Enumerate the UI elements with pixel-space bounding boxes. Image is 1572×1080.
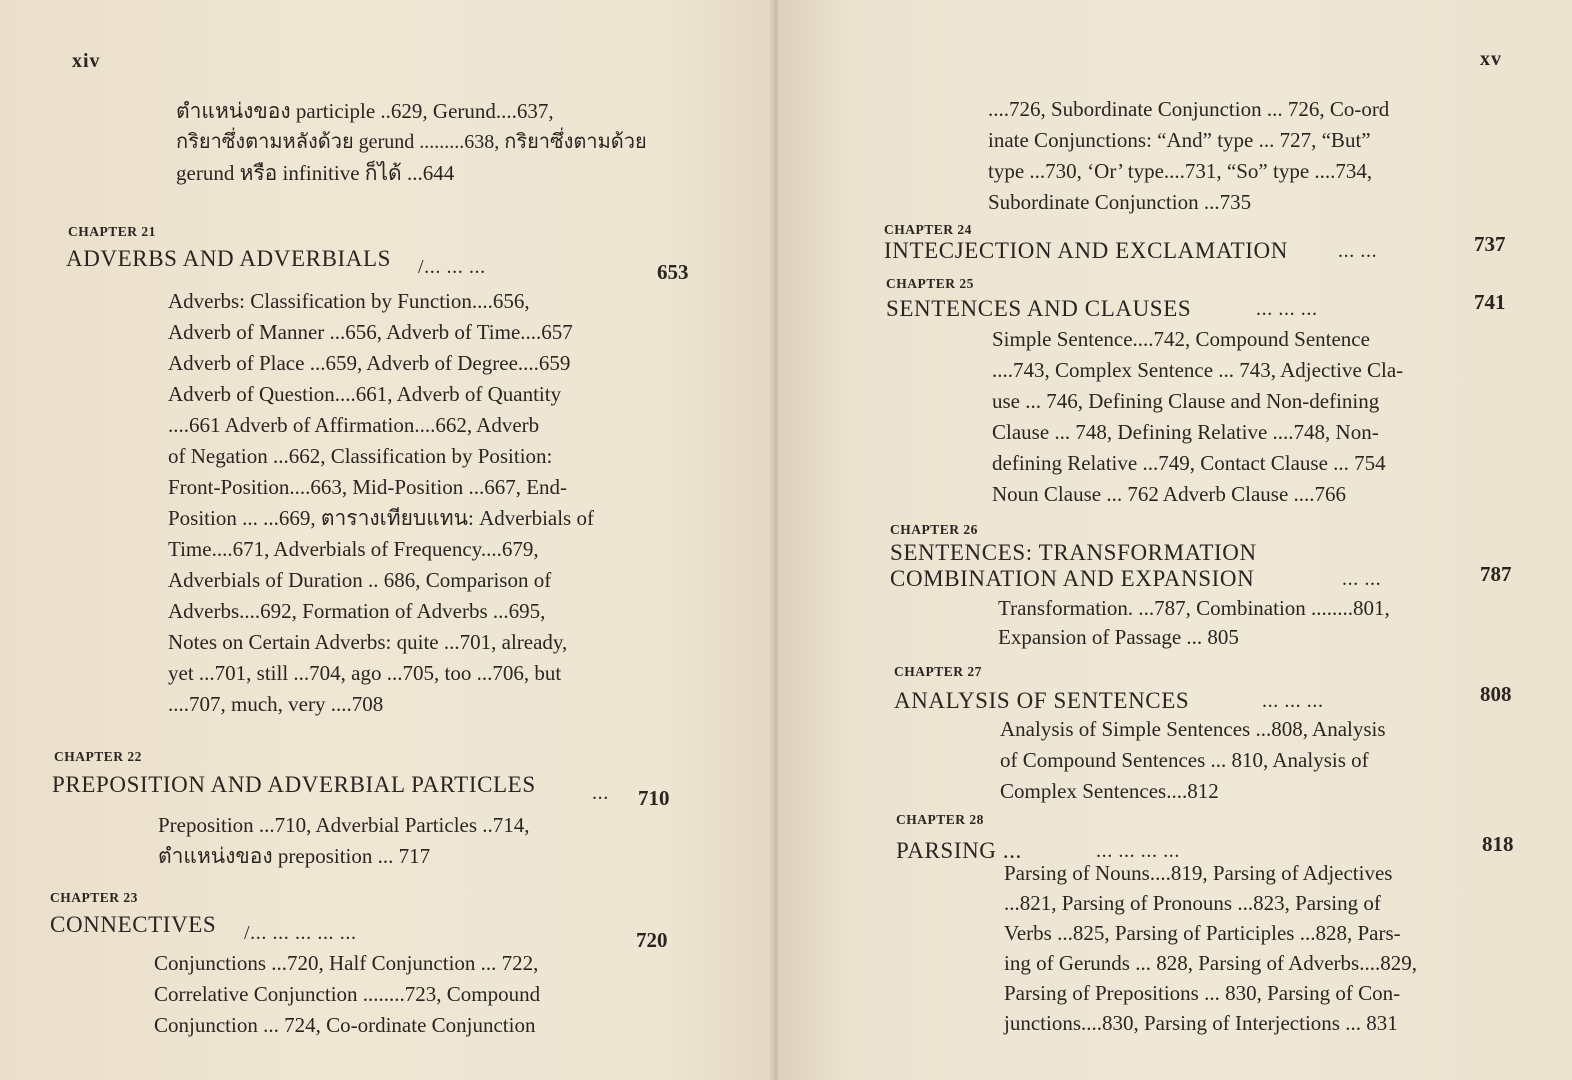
text-line: Front-Position....663, Mid-Position ...667, End- <box>168 475 568 499</box>
chapter-page-number: 808 <box>1480 682 1512 706</box>
chapter-contents <box>154 948 620 1041</box>
text-line: Notes on Certain Adverbs: quite ...701, already, <box>168 630 568 654</box>
text-line: Conjunctions ...720, Half Conjunction ... 722, <box>154 951 539 975</box>
chapter-page-number: 818 <box>1482 832 1514 856</box>
leader-dots: ... ... ... <box>1262 690 1324 712</box>
text-line: Analysis of Simple Sentences ...808, Analysis <box>1000 717 1386 741</box>
text-line: Conjunction ... 724, Co-ordinate Conjunction <box>154 1013 536 1037</box>
chapter-contents <box>1000 714 1468 807</box>
page-number-right: xv <box>1480 48 1502 70</box>
text-line: inate Conjunctions: “And” type ... 727, “But” <box>988 128 1371 152</box>
text-line: Adverbs: Classification by Function....656, <box>168 289 530 313</box>
text-line: กริยาซึ่งตามหลังด้วย gerund .........638, กริยาซึ่งตามด้วย <box>176 131 647 153</box>
chapter-title: PREPOSITION AND ADVERBIAL PARTICLES <box>52 772 536 797</box>
text-line: yet ...701, still ...704, ago ...705, too ...706, but <box>168 661 562 685</box>
chapter-label: CHAPTER 25 <box>886 276 974 291</box>
text-line: ตำแหน่งของ preposition ... 717 <box>158 844 431 868</box>
text-line: ....726, Subordinate Conjunction ... 726, Co-ord <box>988 97 1390 121</box>
leader-dots: ... ... ... ... <box>1096 840 1180 862</box>
chapter-label: CHAPTER 22 <box>54 749 142 764</box>
chapter-label: CHAPTER 27 <box>894 664 982 679</box>
text-line: Adverbials of Duration .. 686, Comparison of <box>168 568 552 592</box>
chapter-contents <box>992 324 1462 510</box>
text-line: Complex Sentences....812 <box>1000 779 1219 803</box>
text-line: ....743, Complex Sentence ... 743, Adjective Cla- <box>992 358 1404 382</box>
text-line: Position ... ...669, ตารางเทียบแทน: Adverbials of <box>168 506 594 530</box>
text-line: Correlative Conjunction ........723, Compound <box>154 982 541 1006</box>
chapter-title: SENTENCES: TRANSFORMATION <box>890 540 1257 565</box>
text-line: Adverb of Manner ...656, Adverb of Time....657 <box>168 320 573 344</box>
text-line: ...821, Parsing of Pronouns ...823, Parsing of <box>1004 891 1381 915</box>
leader-dots: ... ... ... <box>1256 298 1318 320</box>
chapter-page-number: 787 <box>1480 562 1512 586</box>
chapter-page-number: 710 <box>638 786 670 810</box>
text-line: defining Relative ...749, Contact Clause ... 754 <box>992 451 1386 475</box>
text-line: of Compound Sentences ... 810, Analysis of <box>1000 748 1369 772</box>
chapter-title-line2: COMBINATION AND EXPANSION <box>890 566 1255 591</box>
right-page <box>778 0 1572 1080</box>
text-line: Verbs ...825, Parsing of Participles ...828, Pars- <box>1004 921 1401 945</box>
leader-dots: ... <box>592 782 609 804</box>
chapter-page-number: 741 <box>1474 290 1506 314</box>
chapter-label: CHAPTER 26 <box>890 522 978 537</box>
chapter-label: CHAPTER 21 <box>68 224 156 239</box>
chapter-label: CHAPTER 28 <box>896 812 984 827</box>
text-line: Noun Clause ... 762 Adverb Clause ....766 <box>992 482 1347 506</box>
left-intro-text <box>176 96 648 189</box>
leader-dots: /... ... ... ... ... <box>244 922 357 944</box>
left-page <box>0 0 776 1080</box>
chapter-contents <box>1004 858 1472 1038</box>
right-intro-text <box>988 94 1458 218</box>
text-line: of Negation ...662, Classification by Position: <box>168 444 553 468</box>
text-line: ....707, much, very ....708 <box>168 692 384 716</box>
chapter-title: ANALYSIS OF SENTENCES <box>894 688 1190 713</box>
text-line: Time....671, Adverbials of Frequency....679, <box>168 537 539 561</box>
text-line: ing of Gerunds ... 828, Parsing of Adverbs....829, <box>1004 951 1417 975</box>
text-line: junctions....830, Parsing of Interjections ... 831 <box>1004 1011 1398 1035</box>
text-line: Clause ... 748, Defining Relative ....748, Non- <box>992 420 1379 444</box>
chapter-label: CHAPTER 24 <box>884 222 972 237</box>
chapter-contents <box>168 286 638 720</box>
text-line: Preposition ...710, Adverbial Particles ..714, <box>158 813 530 837</box>
text-line: Transformation. ...787, Combination ........801, <box>998 596 1390 620</box>
chapter-title: CONNECTIVES <box>50 912 217 937</box>
leader-dots: ... ... <box>1342 568 1382 590</box>
chapter-title: INTECJECTION AND EXCLAMATION <box>884 238 1288 263</box>
text-line: ....661 Adverb of Affirmation....662, Adverb <box>168 413 540 437</box>
text-line: Parsing of Nouns....819, Parsing of Adjectives <box>1004 861 1393 885</box>
chapter-title: ADVERBS AND ADVERBIALS <box>66 246 392 271</box>
chapter-title: SENTENCES AND CLAUSES <box>886 296 1192 321</box>
chapter-page-number: 737 <box>1474 232 1506 256</box>
text-line: ตำแหน่งของ participle ..629, Gerund....637, <box>176 99 554 123</box>
text-line: Adverb of Place ...659, Adverb of Degree....659 <box>168 351 571 375</box>
leader-dots: ... ... <box>1338 240 1378 262</box>
text-line: use ... 746, Defining Clause and Non-defining <box>992 389 1380 413</box>
chapter-contents <box>998 594 1466 652</box>
text-line: type ...730, ‘Or’ type....731, “So” type ....734, <box>988 159 1373 183</box>
chapter-page-number: 653 <box>657 260 689 284</box>
chapter-contents <box>158 810 626 872</box>
chapter-label: CHAPTER 23 <box>50 890 138 905</box>
text-line: Simple Sentence....742, Compound Sentence <box>992 327 1370 351</box>
chapter-title: PARSING ... <box>896 838 1022 863</box>
text-line: Subordinate Conjunction ...735 <box>988 190 1252 214</box>
page-number-left: xiv <box>72 50 101 72</box>
leader-dots: /... ... ... <box>418 256 486 278</box>
text-line: Expansion of Passage ... 805 <box>998 625 1239 649</box>
chapter-page-number: 720 <box>636 928 668 952</box>
text-line: Adverbs....692, Formation of Adverbs ...695, <box>168 599 546 623</box>
text-line: Parsing of Prepositions ... 830, Parsing of Con- <box>1004 981 1401 1005</box>
text-line: gerund หรือ infinitive ก็ได้ ...644 <box>176 161 455 185</box>
text-line: Adverb of Question....661, Adverb of Quantity <box>168 382 562 406</box>
